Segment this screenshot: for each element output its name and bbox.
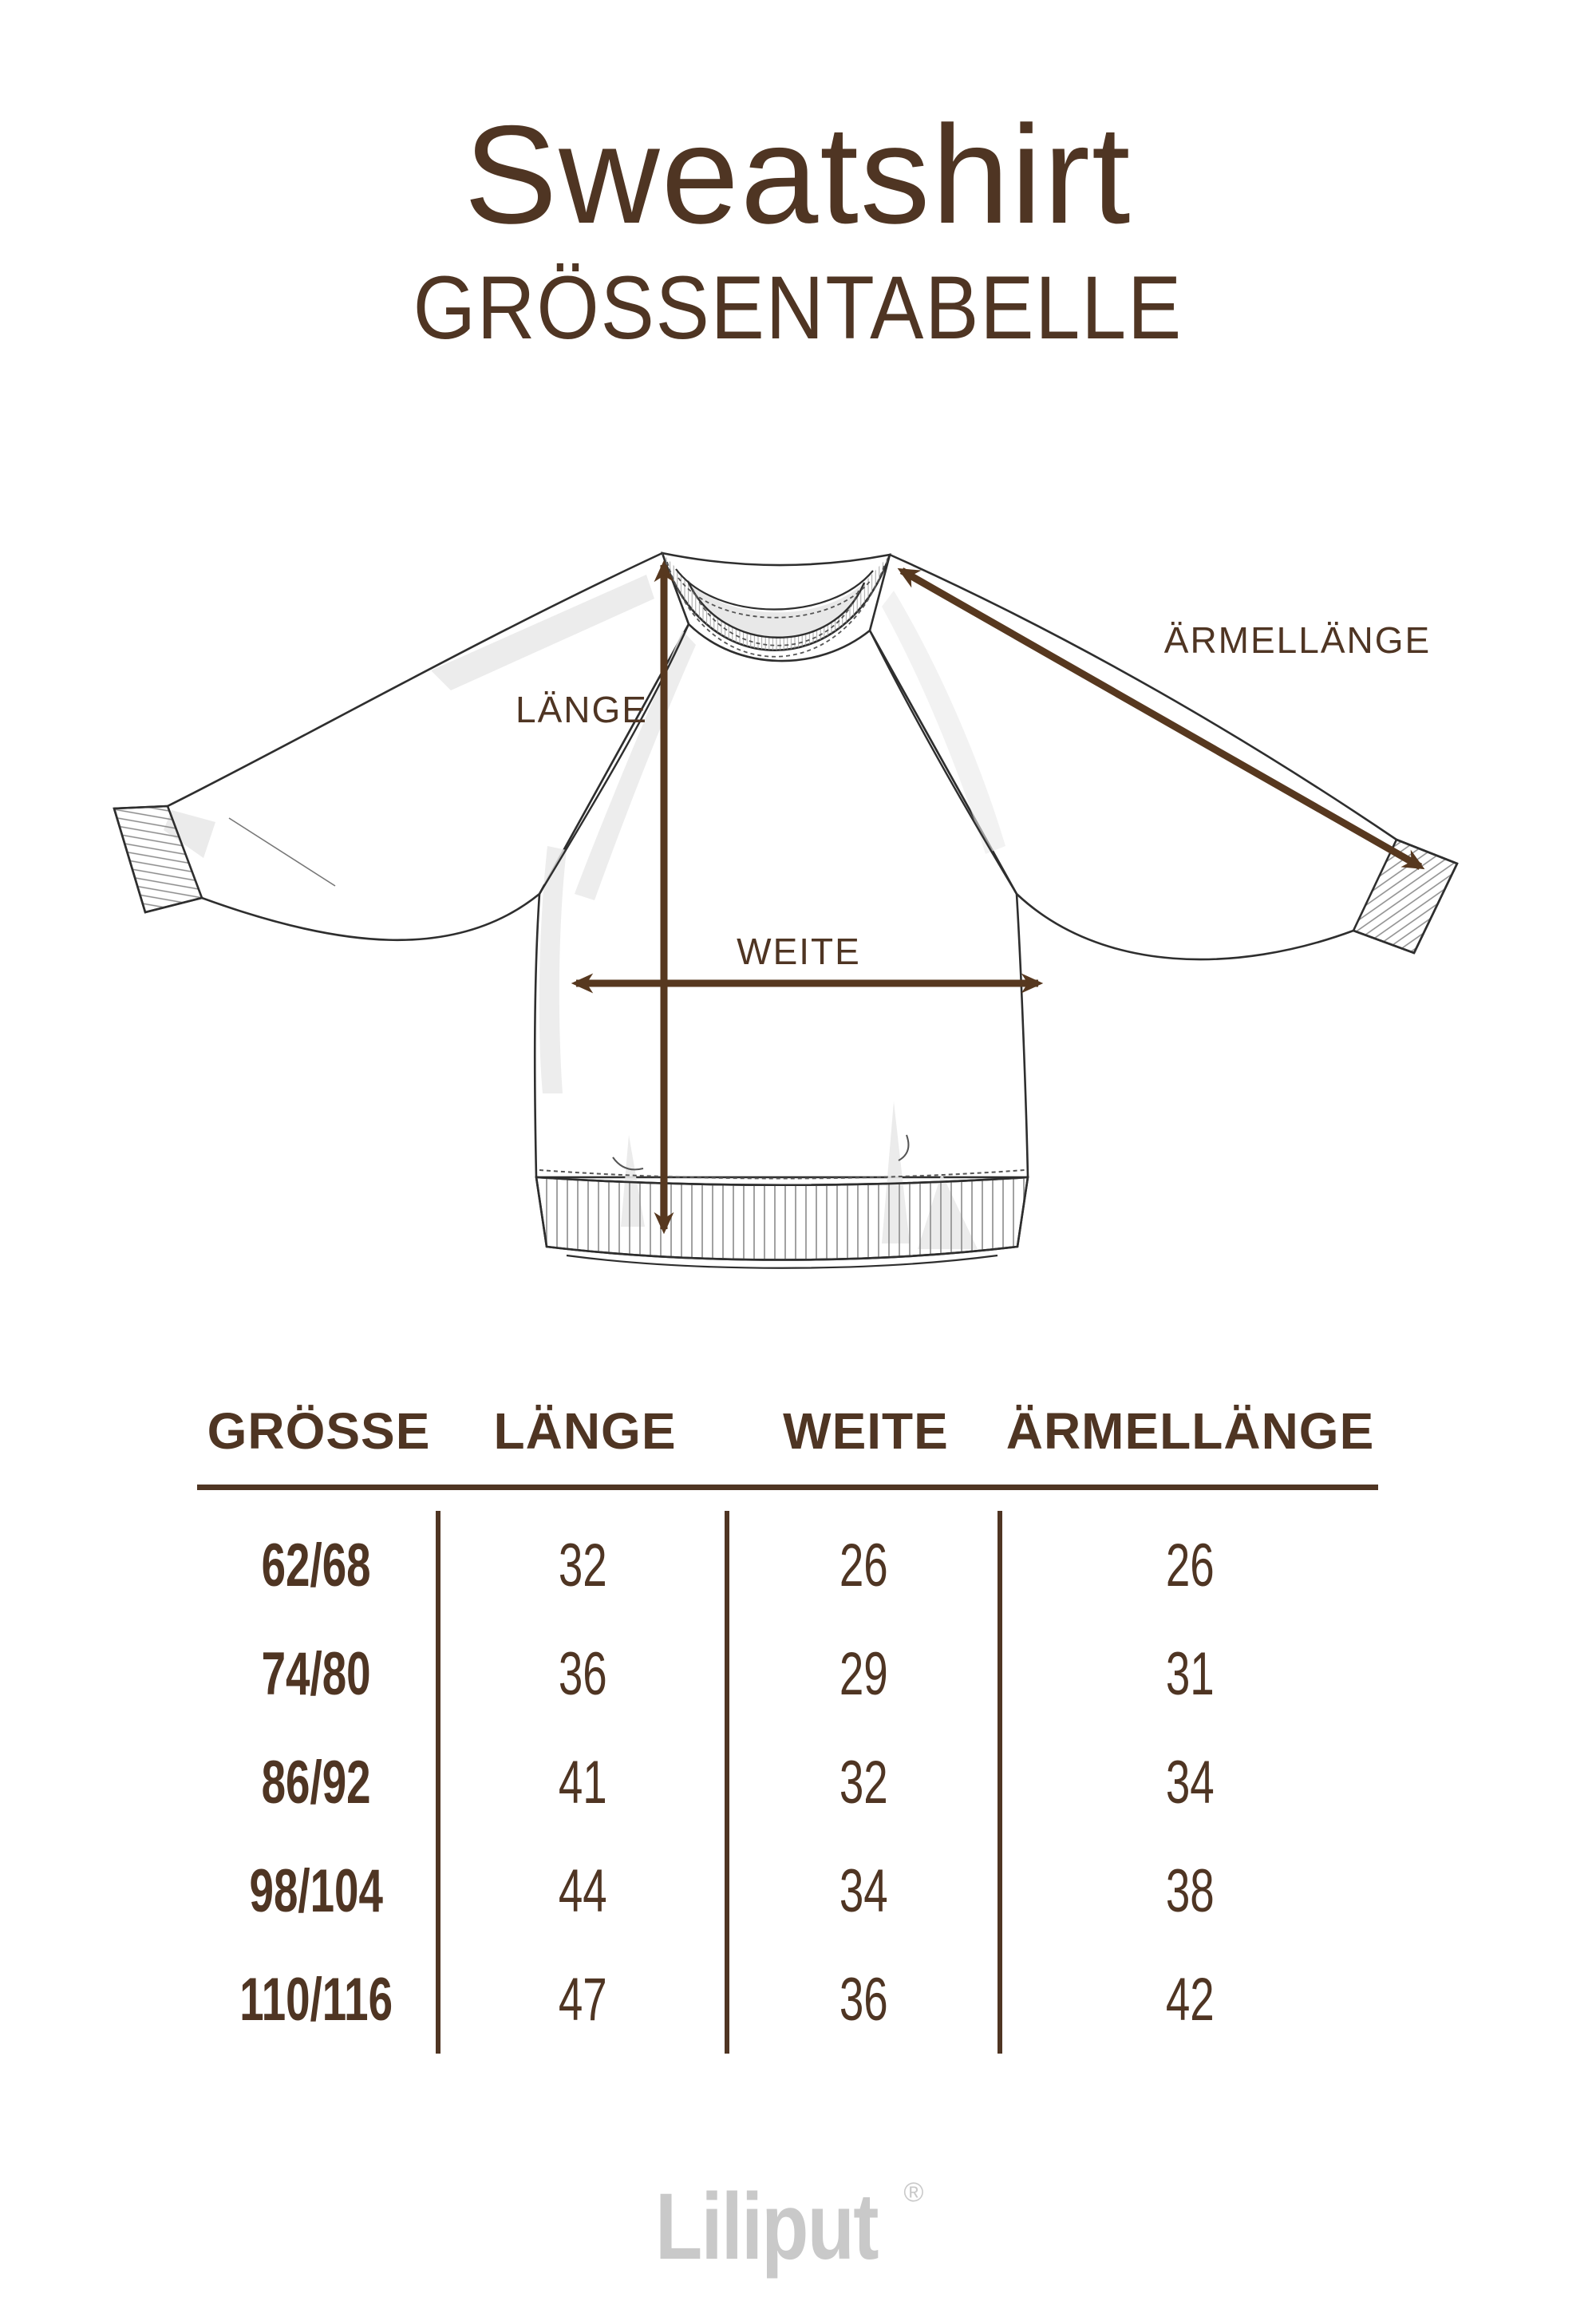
table-header-row [197, 1402, 1378, 1461]
table-cell: 34 [839, 1856, 888, 1925]
table-cell: 29 [839, 1639, 888, 1708]
table-cell: 41 [558, 1748, 607, 1817]
table-cell: 26 [839, 1531, 888, 1599]
brand-name: Liliput [655, 2174, 878, 2279]
table-cell: 36 [839, 1965, 888, 2034]
table-cell: 26 [1166, 1531, 1215, 1599]
header-rule [197, 1485, 1378, 1490]
table-column-laenge [440, 1511, 729, 2054]
hem-band [536, 1170, 1028, 1268]
table-cell: 74/80 [262, 1639, 371, 1708]
table-header-aermellaenge: ÄRMELLÄNGE [1005, 1402, 1375, 1460]
weite-label: WEITE [737, 931, 861, 972]
table-cell: 36 [558, 1639, 607, 1708]
table-cell: 44 [558, 1856, 607, 1925]
table-column-weite [729, 1511, 1002, 2054]
table-cell: 38 [1166, 1856, 1215, 1925]
sweatshirt-diagram [96, 543, 1500, 1309]
table-cell: 47 [558, 1965, 607, 2034]
table-cell: 34 [1166, 1748, 1215, 1817]
table-cell: 62/68 [262, 1531, 371, 1599]
page-title: Sweatshirt [464, 97, 1132, 253]
table-cell: 31 [1166, 1639, 1215, 1708]
table-column-groesse [197, 1511, 440, 2054]
table-cell: 98/104 [249, 1856, 384, 1925]
table-header-laenge: LÄNGE [493, 1402, 677, 1460]
table-cell: 42 [1166, 1965, 1215, 2034]
table-cell: 86/92 [262, 1748, 371, 1817]
page-subtitle: GRÖSSENTABELLE [413, 258, 1183, 358]
table-cell: 32 [839, 1748, 888, 1817]
brand-logo [631, 2173, 922, 2281]
size-table-body [197, 1511, 1378, 2054]
table-cell: 32 [558, 1531, 607, 1599]
table-header-weite: WEITE [783, 1402, 949, 1460]
table-column-aermellaenge [1002, 1511, 1378, 2054]
table-header-groesse: GRÖSSE [207, 1402, 431, 1460]
table-cell: 110/116 [239, 1965, 393, 2034]
registered-mark: ® [903, 2177, 924, 2208]
aermellaenge-label: ÄRMELLÄNGE [1163, 619, 1432, 661]
laenge-label: LÄNGE [516, 689, 648, 730]
